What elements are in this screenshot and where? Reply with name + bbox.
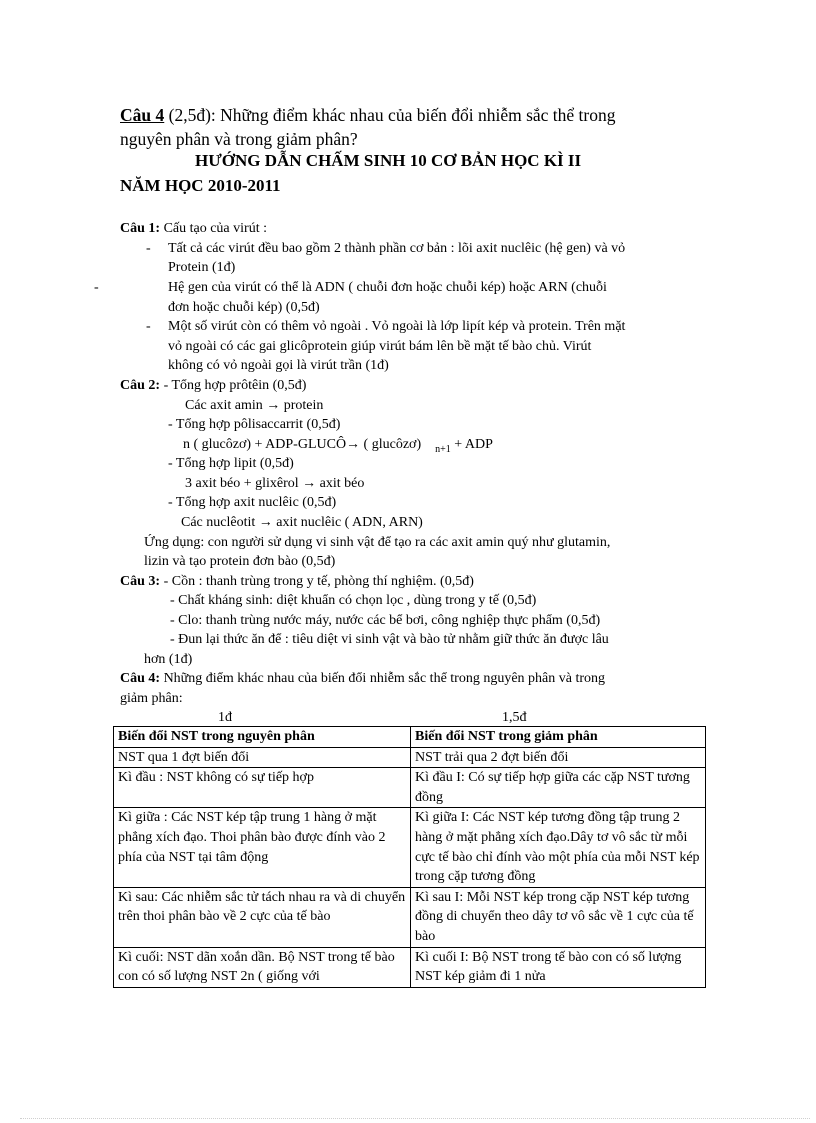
cau1-label: Câu 1: (120, 221, 161, 236)
cau2-l10: lizin và tạo protein đơn bào (0,5đ) (144, 554, 336, 569)
cau1-heading: Cấu tạo của virút : (160, 221, 267, 236)
table-row (114, 808, 706, 887)
cau1-heading-line (120, 219, 267, 239)
cau3-l4: - Đun lại thức ăn để : tiêu diệt vi sinh vật và bào tử nhằm giữ thức ăn được lâu (170, 632, 609, 647)
cau2-l5: - Tổng hợp lipit (0,5đ) (168, 456, 294, 471)
cell-meiosis: Kì giữa I: Các NST kép tương đồng tập trung 2 hàng ở mặt phẳng xích đạo.Dây tơ vô sắc từ mỗi cực tế bào chỉ đính vào một phía của mỗi NST kép trong cặp tương đồng (411, 808, 706, 887)
table-row (114, 887, 706, 947)
table-row (114, 768, 706, 808)
cau2-l6: 3 axit béo + glixêrol → axit béo (185, 476, 365, 491)
cell-mitosis: Kì giữa : Các NST kép tập trung 1 hàng ở mặt phẳng xích đạo. Thoi phân bào được đính vào 2 phía của NST tại tâm động (114, 808, 411, 887)
score-left: 1đ (218, 710, 232, 725)
cau1-item3-line3: không có vỏ ngoài gọi là virút trần (1đ) (168, 358, 389, 373)
cau3-l2: - Chất kháng sinh: diệt khuẩn có chọn lọc , dùng trong y tế (0,5đ) (170, 593, 537, 608)
table-header-row (114, 727, 706, 748)
cau2-l4-subscript: n+1 (435, 444, 451, 455)
cell-meiosis: Kì cuối I: Bộ NST trong tế bào con có số lượng NST kép giảm đi 1 nửa (411, 947, 706, 987)
cau4-label: Câu 4: (120, 671, 161, 686)
score-right: 1,5đ (502, 710, 527, 725)
cau3-l1: - Cồn : thanh trùng trong y tế, phòng thí nghiệm. (0,5đ) (160, 574, 474, 589)
cau2-l1: - Tổng hợp prôtêin (0,5đ) (160, 378, 307, 393)
cau4-line-1 (120, 669, 605, 689)
cell-mitosis: Kì sau: Các nhiễm sắc tử tách nhau ra và di chuyển trên thoi phân bào về 2 cực của tế bào (114, 887, 411, 947)
cau2-l4b: + ADP (450, 437, 493, 452)
cau1-item3-line1: Một số virút còn có thêm vỏ ngoài . Vỏ ngoài là lớp lipít kép và protein. Trên mặt (168, 319, 626, 334)
intro-line-2: nguyên phân và trong giảm phân? (120, 129, 358, 149)
header-meiosis: Biến đổi NST trong giảm phân (411, 727, 706, 748)
cau3-label: Câu 3: (120, 574, 161, 589)
cau2-l4a: n ( glucôzơ) + ADP-GLUCÔ→ ( glucôzơ) (183, 437, 422, 452)
cell-meiosis: NST trải qua 2 đợt biến đổi (411, 747, 706, 768)
cau1-item1-line1: Tất cả các virút đều bao gồm 2 thành phần cơ bản : lõi axit nuclêic (hệ gen) và vỏ (168, 241, 626, 256)
intro-line-1 (120, 103, 616, 127)
cau1-dash-1: - (146, 241, 151, 256)
cau1-margin-dash: - (94, 280, 99, 295)
cau3-l3: - Clo: thanh trùng nước máy, nước các bể bơi, công nghiệp thực phẩm (0,5đ) (170, 613, 601, 628)
cau2-line-1 (120, 376, 306, 396)
cau1-item2-line1: Hệ gen của virút có thể là ADN ( chuỗi đơn hoặc chuỗi kép) hoặc ARN (chuỗi (168, 280, 607, 295)
cell-meiosis: Kì đầu I: Có sự tiếp hợp giữa các cặp NST tương đồng (411, 768, 706, 808)
cau2-l2: Các axit amin → protein (185, 398, 324, 413)
cau4-l1: Những điểm khác nhau của biến đổi nhiễm sắc thể trong nguyên phân và trong (160, 671, 606, 686)
cau2-l8: Các nuclêotit → axit nuclêic ( ADN, ARN) (181, 515, 423, 530)
intro-text-1: (2,5đ): Những điểm khác nhau của biến đổi nhiễm sắc thể trong (164, 105, 616, 125)
cau2-l4 (183, 435, 493, 456)
school-year: NĂM HỌC 2010-2011 (120, 176, 281, 195)
comparison-table (113, 726, 706, 988)
cau1-item3-line2: vỏ ngoài có các gai glicôprotein giúp virút bám lên bề mặt tế bào chủ. Virút (168, 339, 592, 354)
cau1-dash-3: - (146, 319, 151, 334)
cau3-l5: hơn (1đ) (144, 652, 193, 667)
cau3-line-1 (120, 572, 474, 592)
cell-mitosis: Kì đầu : NST không có sự tiếp hợp (114, 768, 411, 808)
cell-meiosis: Kì sau I: Mỗi NST kép trong cặp NST kép tương đồng di chuyển theo dây tơ vô sắc về 1 cực của tế bào (411, 887, 706, 947)
cau1-item2-line2: đơn hoặc chuỗi kép) (0,5đ) (168, 300, 320, 315)
cau2-l3: - Tổng hợp pôlisaccarrit (0,5đ) (168, 417, 341, 432)
cell-mitosis: Kì cuối: NST dãn xoắn dần. Bộ NST trong tế bào con có số lượng NST 2n ( giống với (114, 947, 411, 987)
header-mitosis: Biến đổi NST trong nguyên phân (114, 727, 411, 748)
cell-mitosis: NST qua 1 đợt biến đổi (114, 747, 411, 768)
intro-label: Câu 4 (120, 105, 165, 125)
cau2-l7: - Tổng hợp axit nuclêic (0,5đ) (168, 495, 337, 510)
page-bottom-divider (20, 1118, 810, 1119)
cau4-l2: giảm phân: (120, 691, 183, 706)
table-row (114, 947, 706, 987)
cau2-label: Câu 2: (120, 378, 161, 393)
intro-question (120, 103, 616, 151)
page-title: HƯỚNG DẪN CHẤM SINH 10 CƠ BẢN HỌC KÌ II (195, 151, 582, 170)
cau2-l9: Ứng dụng: con người sử dụng vi sinh vật để tạo ra các axit amin quý như glutamin, (144, 535, 611, 550)
table-row (114, 747, 706, 768)
cau1-item1-line2: Protein (1đ) (168, 260, 236, 275)
